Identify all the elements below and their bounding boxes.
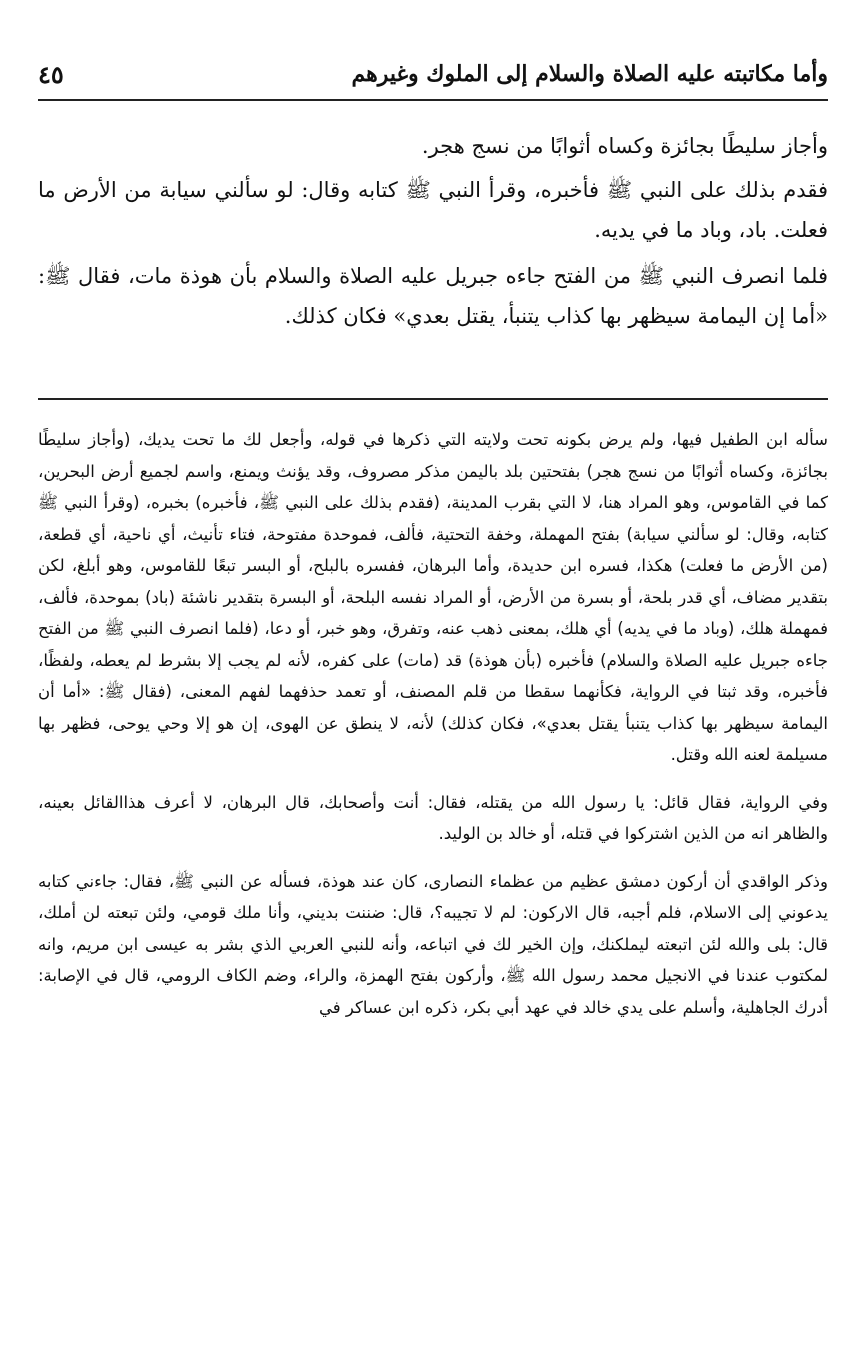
commentary-text (38, 424, 828, 1039)
running-title: وأما مكاتبته عليه الصلاة والسلام إلى الملوك وغيرهم (351, 61, 828, 87)
main-paragraph: فقدم بذلك على النبي ﷺ فأخبره، وقرأ النبي ﷺ كتابه وقال: لو سألني سيابة من الأرض ما فعلت. باد، وباد ما في يديه. (38, 178, 828, 242)
header-rule (38, 99, 828, 101)
main-text (38, 126, 828, 342)
main-paragraph: فلما انصرف النبي ﷺ من الفتح جاءه جبريل عليه الصلاة والسلام بأن هوذة مات، فقال ﷺ: «أما إن اليمامة سيظهر بها كذاب يتنبأ، يقتل بعدي» فكان كذلك. (38, 264, 828, 328)
commentary-paragraph: وفي الرواية، فقال قائل: يا رسول الله من يقتله، فقال: أنت وأصحابك، قال البرهان، لا أعرف هذاالقائل بعينه، والظاهر انه من الذين اشتركوا في قتله، أو خالد بن الوليد. (38, 792, 828, 843)
main-paragraph: وأجاز سليطًا بجائزة وكساه أثوابًا من نسج هجر. (421, 134, 828, 158)
page-header (38, 52, 828, 96)
commentary-paragraph: سأله ابن الطفيل فيها، ولم يرض بكونه تحت ولايته التي ذكرها في قوله، وأجعل لك ما تحت يديك، (وأجاز سليطًا بجائزة، وكساه أثوابًا من نسج هجر) بفتحتين بلد باليمن مذكر مصروف، وقد يؤنث ويمنع، واسم لجميع أرض البحرين، كما في القاموس، وهو المراد هنا، لا التي بقرب المدينة، (فقدم بذلك على النبي ﷺ، فأخبره) بخبره، (وقرأ النبي ﷺ كتابه، وقال: لو سألني سيابة) بفتح المهملة، وخفة التحتية، فألف، فموحدة مفتوحة، فتاء تأنيث، أي ناحية، أي قطعة، (من الأرض ما فعلت) هكذا، فسره ابن حديدة، وأما البرهان، ففسره بالبلح، أو البسر تبعًا للقاموس، وهو أبلغ، لكن بتقدير مضاف، أي قدر بلحة، أو بسرة من الأرض، أو المراد نفسه البلحة، أو البسرة بتقدير ناشئة (باد) بموحدة، فألف، فمهملة هلك، (وباد ما في يديه) أي هلك، بمعنى ذهب عنه، وتفرق، وهو خبر، أو دعا، (فلما انصرف النبي ﷺ من الفتح جاءه جبريل عليه الصلاة والسلام) فأخبره (بأن هوذة) قد (مات) على كفره، لأنه لم يجب إلا بشرط لم يعطه، ولفظًا، فأخبره، وقد ثبتا في الرواية، فكأنهما سقطا من قلم المصنف، أو تعمد حذفهما لفهم المعنى، (فقال ﷺ: «أما أن اليمامة سيظهر بها كذاب يتنبأ يقتل بعدي»، فكان كذلك) لأنه، لا ينطق عن الهوى، إن هو إلا وحي يوحى، فظهر بها مسيلمة لعنه الله وقتل. (38, 430, 828, 764)
commentary-paragraph: وذكر الواقدي أن أركون دمشق عظيم من عظماء النصارى، كان عند هوذة، فسأله عن النبي ﷺ، فقال: جاءني كتابه يدعوني إلى الاسلام، فلم أجبه، قال الاركون: لم لا تجيبه؟، قال: ضننت بديني، وأنا ملك قومي، ولئن تبعته لن أملك، قال: بلى والله لئن اتبعته ليملكنك، وإن الخير لك في اتباعه، وأنه للنبي العربي الذي بشر به عيسى ابن مريم، وانه لمكتوب عندنا في الانجيل محمد رسول الله ﷺ، وأركون بفتح الهمزة، والراء، وضم الكاف الرومي، قال في الإصابة: أدرك الجاهلية، وأسلم على يدي خالد في عهد أبي بكر، ذكره ابن عساكر في (38, 871, 828, 1017)
section-divider (38, 398, 828, 400)
page-number: ٤٥ (38, 59, 64, 89)
